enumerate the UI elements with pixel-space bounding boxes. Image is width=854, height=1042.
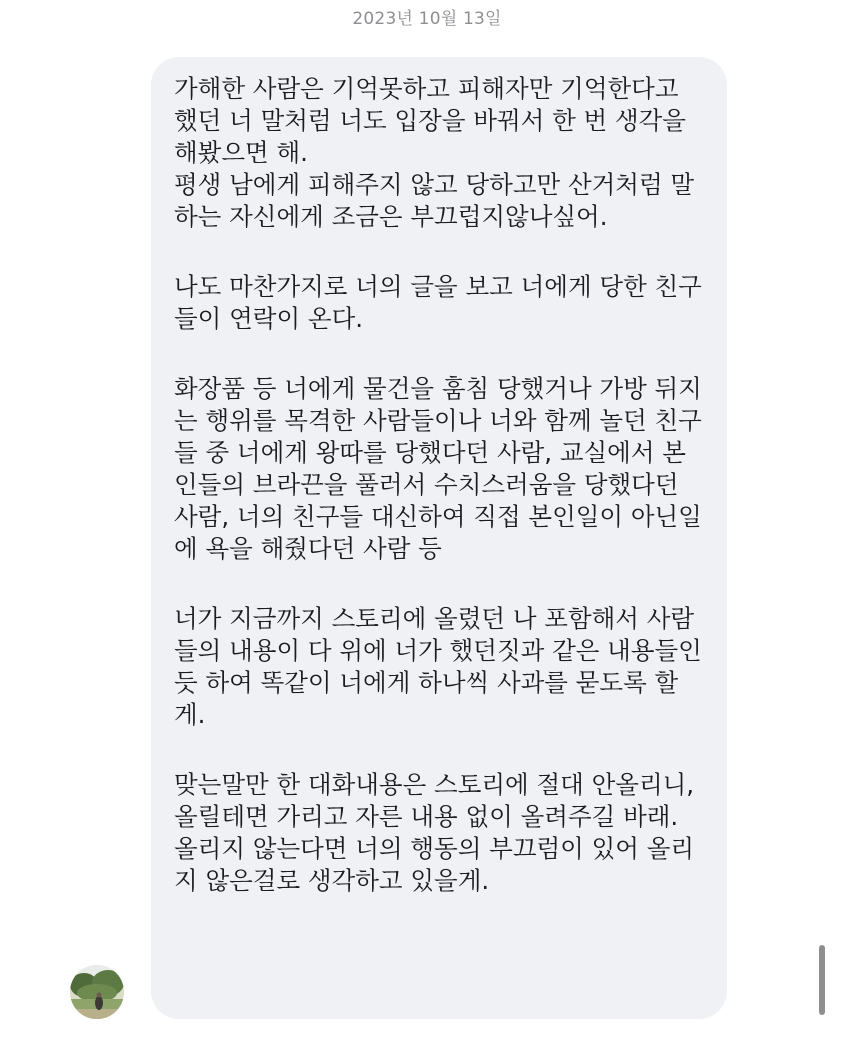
message-line: 평생 남에게 피해주지 않고 당하고만 산거처럼 말: [174, 170, 695, 199]
message-line: 너가 지금까지 스토리에 올렸던 나 포함해서 사람: [174, 604, 695, 633]
message-line: 해봤으면 해.: [174, 138, 308, 167]
message-line: 올리지 않는다면 너의 행동의 부끄럼이 있어 올리: [174, 834, 695, 863]
message-line: 가해한 사람은 기억못하고 피해자만 기억한다고: [174, 74, 679, 103]
vertical-scrollbar[interactable]: [819, 945, 825, 1015]
message-line: 화장품 등 너에게 물건을 훔침 당했거나 가방 뒤지: [174, 374, 702, 403]
message-line: 하는 자신에게 조금은 부끄럽지않나싶어.: [174, 202, 608, 231]
message-line: 에 욕을 해줬다던 사람 등: [174, 534, 442, 563]
message-line: 게.: [174, 700, 206, 729]
message-line: 지 않은걸로 생각하고 있을게.: [174, 866, 490, 895]
sender-avatar[interactable]: [70, 965, 124, 1019]
message-line: 인들의 브라끈을 풀러서 수치스러움을 당했다던: [174, 470, 679, 499]
message-line: 듯 하여 똑같이 너에게 하나씩 사과를 묻도록 할: [174, 668, 679, 697]
message-line: 나도 마찬가지로 너의 글을 보고 너에게 당한 친구: [174, 272, 702, 301]
message-line: 들의 내용이 다 위에 너가 했던짓과 같은 내용들인: [174, 636, 702, 665]
paragraph-gap: [174, 731, 707, 769]
message-line: 맞는말만 한 대화내용은 스토리에 절대 안올리니,: [174, 770, 695, 799]
avatar-photo-icon: [70, 965, 124, 1019]
paragraph-gap: [174, 335, 707, 373]
message-line: 사람, 너의 친구들 대신하여 직접 본인일이 아닌일: [174, 502, 702, 531]
message-line: 들 중 너에게 왕따를 당했다던 사람, 교실에서 본: [174, 438, 686, 467]
message-line: 했던 너 말처럼 너도 입장을 바꿔서 한 번 생각을: [174, 106, 686, 135]
paragraph-gap: [174, 233, 707, 271]
message-line: 는 행위를 목격한 사람들이나 너와 함께 놀던 친구: [174, 406, 702, 435]
message-bubble[interactable]: [151, 57, 727, 1019]
paragraph-gap: [174, 565, 707, 603]
message-line: 올릴테면 가리고 자른 내용 없이 올려주길 바래.: [174, 802, 679, 831]
chat-date-separator: 2023년 10월 13일: [352, 9, 502, 29]
message-line: 들이 연락이 온다.: [174, 304, 364, 333]
